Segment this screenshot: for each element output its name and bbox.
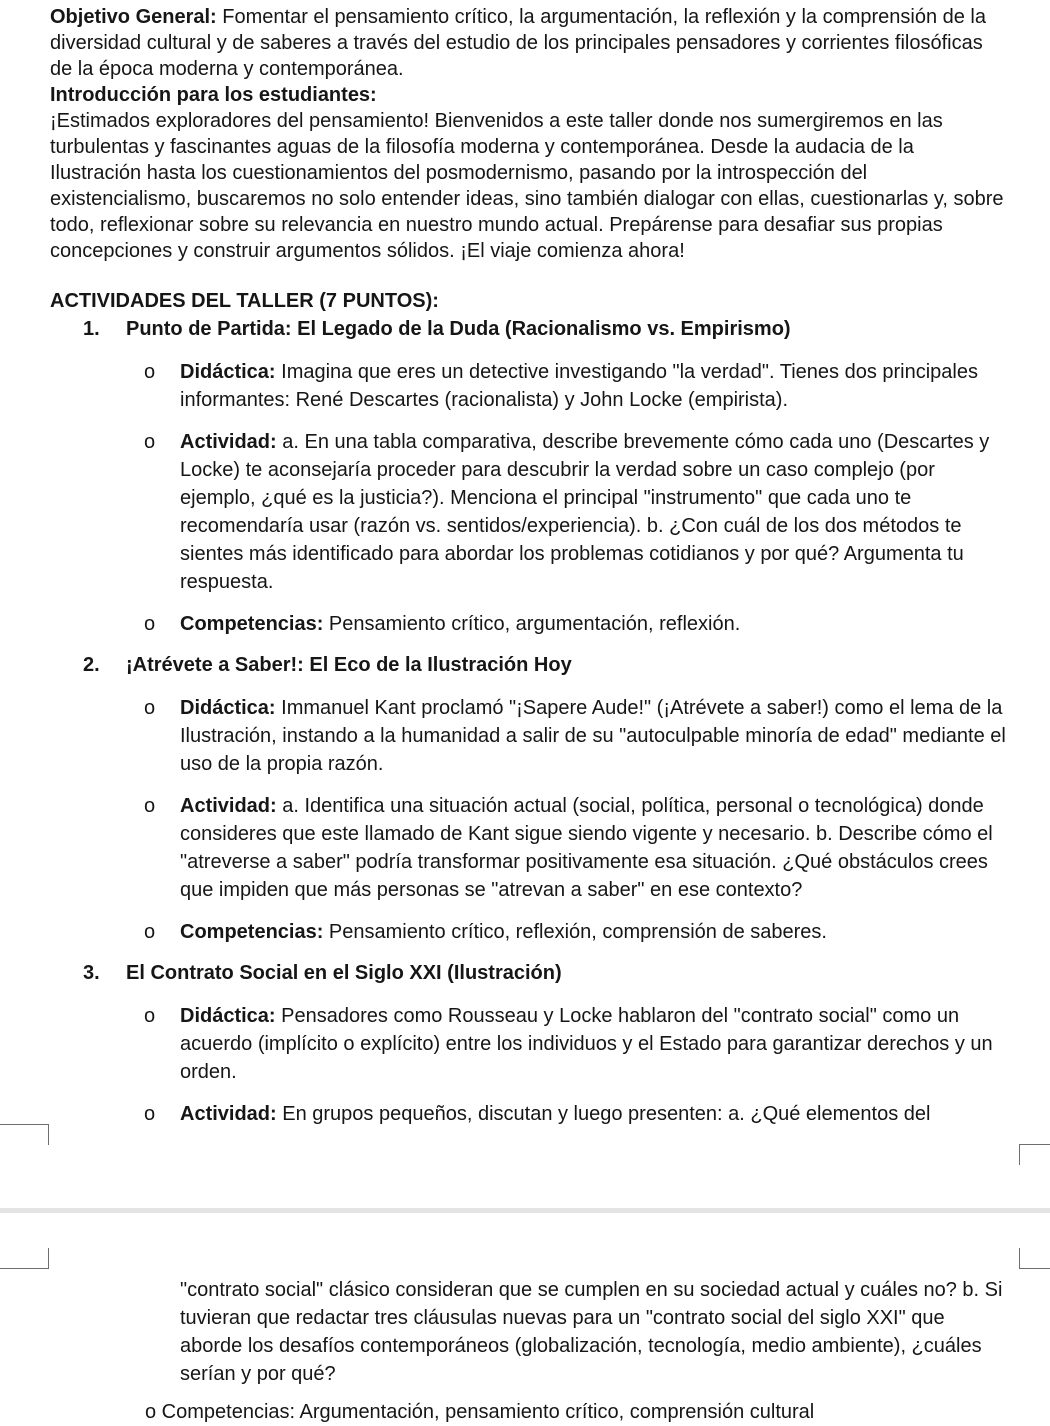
activity-3-number: 3. [83, 962, 100, 984]
competencias-label: Competencias: [180, 921, 324, 943]
didactica-text: Imagina que eres un detective investigando "la verdad". Tienes dos principales informantes: René Descartes (racionalista) y John Locke (empirista). [180, 361, 978, 411]
bullet-icon: o [144, 1005, 156, 1027]
page-corner-mark [0, 1124, 49, 1145]
competencias-label: Competencias: [180, 613, 324, 635]
activity-1-title [83, 316, 791, 342]
didactica-text: Immanuel Kant proclamó "¡Sapere Aude!" (¡Atrévete a saber!) como el lema de la Ilustración, instando a la humanidad a salir de su "autoculpable minoría de edad" mediante el uso de la propia razón. [180, 697, 1006, 775]
didactica-label: Didáctica: [180, 361, 276, 383]
activity-2-title-text: ¡Atrévete a Saber!: El Eco de la Ilustración Hoy [126, 654, 572, 676]
activity-3-title-text: El Contrato Social en el Siglo XXI (Ilustración) [126, 962, 562, 984]
general-objective-label: Objetivo General: [50, 6, 217, 28]
activity-2-title [83, 652, 572, 678]
activity-1-actividad [144, 428, 1010, 596]
activity-2-competencias [144, 918, 1010, 946]
activity-2-actividad [144, 792, 1010, 904]
page-corner-mark [1019, 1144, 1050, 1165]
actividad-text: a. Identifica una situación actual (social, política, personal o tecnológica) donde consideres que este llamado de Kant sigue siendo vigente y necesario. b. Describe cómo el "atreverse a saber" podría transformar positivamente esa situación. ¿Qué obstáculos crees que impiden que más personas se "atrevan a saber" en ese contexto? [180, 795, 993, 901]
actividad-label: Actividad: [180, 795, 277, 817]
didactica-label: Didáctica: [180, 697, 276, 719]
activity-1-competencias [144, 610, 1010, 638]
competencias-text: Pensamiento crítico, argumentación, reflexión. [323, 613, 741, 635]
actividad-label: Actividad: [180, 1103, 277, 1125]
activity-1-number: 1. [83, 318, 100, 340]
general-objective [50, 4, 1010, 82]
bullet-icon: o [144, 361, 156, 383]
page-separator [0, 1208, 1050, 1213]
competencias-text: Pensamiento crítico, reflexión, comprensión de saberes. [323, 921, 827, 943]
activity-2-number: 2. [83, 654, 100, 676]
didactica-text: Pensadores como Rousseau y Locke hablaron del "contrato social" como un acuerdo (implícito o explícito) entre los individuos y el Estado para garantizar derechos y un orden. [180, 1005, 993, 1083]
activity-1-title-text: Punto de Partida: El Legado de la Duda (Racionalismo vs. Empirismo) [126, 318, 791, 340]
activity-3-actividad [144, 1100, 1010, 1128]
bullet-icon: o [144, 697, 156, 719]
activity-3-title [83, 960, 562, 986]
activity-1-didactica [144, 358, 1010, 414]
activities-heading: ACTIVIDADES DEL TALLER (7 PUNTOS): [50, 290, 439, 312]
actividad-text: a. En una tabla comparativa, describe brevemente cómo cada uno (Descartes y Locke) te aconsejaría proceder para descubrir la verdad sobre un caso complejo (por ejemplo, ¿qué es la justicia?). Menciona el principal "instrumento" que cada uno te recomendaría usar (razón vs. sentidos/experiencia). b. ¿Con cuál de los dos métodos te sientes más identificado para abordar los problemas cotidianos y por qué? Argumenta tu respuesta. [180, 431, 990, 593]
bullet-icon: o [144, 431, 156, 453]
actividad-label: Actividad: [180, 431, 277, 453]
intro-text: ¡Estimados exploradores del pensamiento! Bienvenidos a este taller donde nos sumergiremos en las turbulentas y fascinantes aguas de la filosofía moderna y contemporánea. Desde la audacia de la Ilustración hasta los cuestionamientos del posmodernismo, pasando por la introspección del existencialismo, buscaremos no solo entender ideas, sino también dialogar con ellas, cuestionarlas y, sobre todo, reflexionar sobre su relevancia en nuestro mundo actual. Prepárense para desafiar sus propias concepciones y construir argumentos sólidos. ¡El viaje comienza ahora! [50, 110, 1004, 262]
actividad-text: En grupos pequeños, discutan y luego presenten: a. ¿Qué elementos del [276, 1103, 931, 1125]
page-corner-mark [1019, 1248, 1050, 1269]
activity-3-actividad-continuation: "contrato social" clásico consideran que se cumplen en su sociedad actual y cuáles no? b. Si tuvieran que redactar tres cláusulas nuevas para un "contrato social del siglo XXI" que aborde los desafíos contemporáneos (globalización, tecnología, medio ambiente), ¿cuáles serían y por qué? [180, 1279, 1003, 1385]
bullet-icon: o [144, 921, 156, 943]
bullet-icon: o [144, 1103, 156, 1125]
activity-2-didactica [144, 694, 1010, 778]
activity-3-didactica [144, 1002, 1010, 1086]
activity-3-competencias-cutoff: o Competencias: Argumentación, pensamiento crítico, comprensión cultural [145, 1401, 815, 1423]
bullet-icon: o [144, 795, 156, 817]
bullet-icon: o [144, 613, 156, 635]
didactica-label: Didáctica: [180, 1005, 276, 1027]
general-objective-text: Fomentar el pensamiento crítico, la argumentación, la reflexión y la comprensión de la diversidad cultural y de saberes a través del estudio de los principales pensadores y corrientes filosóficas de la época moderna y contemporánea. [50, 6, 986, 80]
intro-heading: Introducción para los estudiantes: [50, 84, 377, 106]
page-corner-mark [0, 1248, 49, 1269]
